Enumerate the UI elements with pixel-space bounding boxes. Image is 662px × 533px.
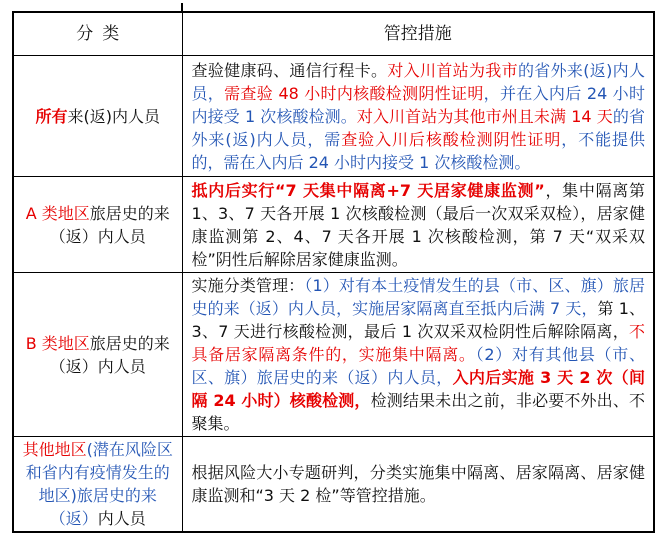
control-measures-table: [12, 11, 655, 533]
text-run: 所有: [35, 106, 68, 126]
table-header-row: [13, 12, 654, 56]
measures-cell: [182, 177, 654, 273]
header-measures: 管控措施: [182, 12, 654, 56]
category-cell: [13, 177, 182, 273]
measures-cell: [182, 56, 654, 177]
text-run: 需查验 48 小时内核酸检测阴性证明: [224, 83, 484, 103]
text-run: B 类地区: [25, 333, 90, 353]
text-run: ，不能提供的，需在入内后 24 小时内接受 1 次核酸检测。: [191, 129, 645, 172]
table-row: [13, 56, 654, 177]
category-cell: [13, 437, 182, 533]
table-row: [13, 273, 654, 437]
text-run: 其他地区: [22, 440, 87, 459]
text-run: ，并在入内后 24 小时内接受 1 次核酸检测。: [191, 83, 645, 126]
text-run: 抵内后实行“7 天集中隔离+7 天居家健康监测”: [191, 180, 545, 200]
text-run: 不具备居家隔离条件的，实施集中隔离。: [191, 322, 645, 364]
measures-cell: [182, 273, 654, 437]
text-run: 实施分类管理：: [191, 276, 305, 295]
text-run: 检测结果未出之前，非必要不外出、不聚集。: [191, 391, 645, 433]
text-run: 旅居史的来（返）内人员: [49, 333, 170, 376]
text-run: A 类地区: [25, 203, 90, 223]
text-run: （2）对有其他县（市、区、旗）旅居史的来（返）内人员，: [191, 345, 645, 387]
table-row: [13, 177, 654, 273]
text-run: 对入川首站为其他市州且未满 14 天: [356, 106, 613, 126]
text-run: 第 1、3、7 天进行核酸检测，最后 1 次双采双检阴性后解除隔离，: [191, 299, 645, 341]
text-run: ，集中隔离第 1、3、7 天各开展 1 次核酸检测（最后一次双采双检），居家健康监测第 2、4、7 天各开展 1 次核酸检测，第 7 天“双采双检”阴性后解除居家健康监测。: [191, 180, 645, 269]
category-cell: [13, 56, 182, 177]
text-run: 查验健康码、通信行程卡。: [191, 60, 388, 80]
measures-cell: [182, 437, 654, 533]
text-run: （1）对有本土疫情发生的县（市、区、旗）旅居史的来（返）内人员，实施居家隔离直至抵内后满 7 天，: [191, 276, 645, 318]
text-run: (潜在风险区和省内有疫情发生的地区)旅居史的来（返）: [25, 440, 173, 528]
text-run: 根据风险大小专题研判，分类实施集中隔离、居家隔离、居家健康监测和“3 天 2 检”等管控措施。: [191, 463, 645, 505]
text-run: 的省外来(返)内人员，: [191, 60, 645, 103]
text-run: 内人员: [97, 509, 146, 528]
text-run: 旅居史的来（返）内人员: [49, 203, 170, 246]
header-category: 分类: [13, 12, 182, 56]
table-row: [13, 437, 654, 533]
text-run: 对入川首站为我市: [387, 60, 518, 80]
text-run: 的省外来(返)内人员，需: [191, 106, 645, 149]
text-run: 来(返)内人员: [67, 106, 160, 126]
text-run: 入内后实施 3 天 2 次（间隔 24 小时）核酸检测，: [191, 368, 645, 410]
text-run: 查验入川后核酸检测阴性证明: [341, 129, 562, 149]
category-cell: [13, 273, 182, 437]
